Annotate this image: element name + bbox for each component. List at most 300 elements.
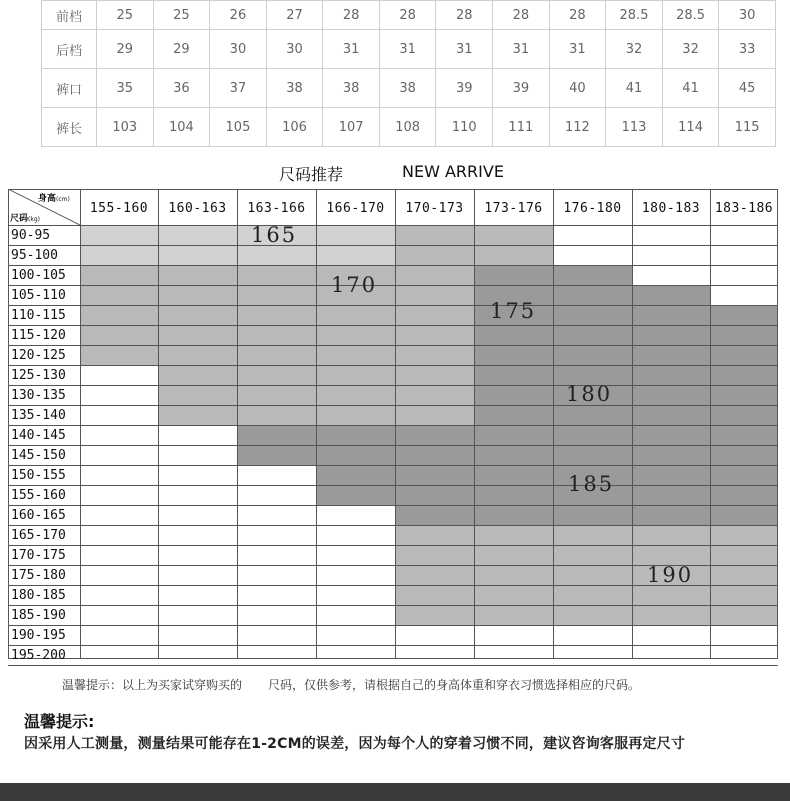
grid-cell [80,265,158,285]
grid-line [8,665,778,666]
grid-cell [316,465,395,485]
weight-row-header: 130-135 [11,388,66,403]
grid-cell [474,645,553,665]
grid-cell [710,325,778,345]
grid-cell [316,485,395,505]
grid-cell [553,245,632,265]
grid-cell [158,445,237,465]
measure-cell: 31 [379,30,436,69]
grid-cell [474,345,553,365]
grid-cell [632,285,710,305]
measure-cell: 38 [323,69,380,108]
measure-cell: 39 [436,69,493,108]
grid-cell [710,405,778,425]
measure-cell: 32 [662,30,719,69]
grid-cell [395,465,474,485]
grid-cell [395,525,474,545]
weight-row-header: 115-120 [11,328,66,343]
grid-cell [710,425,778,445]
grid-cell [553,585,632,605]
grid-cell [553,285,632,305]
grid-cell [474,625,553,645]
grid-cell [395,325,474,345]
measure-cell: 35 [97,69,154,108]
grid-cell [553,505,632,525]
grid-cell [395,645,474,665]
grid-cell [237,545,316,565]
grid-cell [553,345,632,365]
grid-cell [710,365,778,385]
grid-cell [316,525,395,545]
measurement-table [41,0,776,147]
grid-cell [474,225,553,245]
grid-cell [158,525,237,545]
grid-line [8,645,778,646]
grid-cell [80,445,158,465]
grid-cell [710,465,778,485]
grid-cell [395,485,474,505]
grid-cell [237,505,316,525]
grid-cell [80,505,158,525]
grid-cell [632,625,710,645]
measure-cell: 106 [266,108,323,147]
grid-line [8,425,778,426]
grid-cell [710,485,778,505]
grid-line [710,189,711,659]
grid-cell [316,365,395,385]
grid-cell [710,605,778,625]
measure-cell: 110 [436,108,493,147]
measure-cell: 40 [549,69,606,108]
grid-cell [632,365,710,385]
grid-cell [158,545,237,565]
grid-cell [632,425,710,445]
grid-cell [237,465,316,485]
grid-cell [80,425,158,445]
grid-cell [80,285,158,305]
measure-row-label: 裤长 [42,108,97,147]
grid-cell [395,565,474,585]
grid-cell [316,345,395,365]
purchase-tip: 温馨提示：以上为买家试穿购买的 尺码，仅供参考，请根据自己的身高体重和穿衣习惯选择相应的尺码。 [62,678,641,692]
measure-cell: 28 [549,1,606,30]
measure-cell: 113 [606,108,663,147]
grid-cell [474,605,553,625]
grid-cell [474,445,553,465]
measure-cell: 103 [97,108,154,147]
grid-cell [395,245,474,265]
measure-cell: 31 [493,30,550,69]
height-column-header: 183-186 [714,201,774,216]
measure-cell: 114 [662,108,719,147]
grid-cell [158,605,237,625]
grid-line [8,265,778,266]
grid-cell [80,585,158,605]
grid-cell [158,345,237,365]
grid-cell [632,645,710,665]
grid-cell [474,245,553,265]
measure-row [42,69,776,108]
grid-cell [316,625,395,645]
grid-line [8,405,778,406]
grid-cell [316,245,395,265]
grid-cell [80,525,158,545]
measure-cell: 25 [97,1,154,30]
grid-cell [395,365,474,385]
grid-cell [237,485,316,505]
height-column-header: 160-163 [168,201,227,216]
measure-cell: 28.5 [606,1,663,30]
grid-line [316,189,317,659]
grid-cell [632,245,710,265]
measure-cell: 105 [210,108,267,147]
grid-cell [395,545,474,565]
grid-cell [632,465,710,485]
measure-cell: 112 [549,108,606,147]
grid-line [8,325,778,326]
weight-row-header: 185-190 [11,608,66,623]
grid-cell [710,585,778,605]
grid-cell [395,405,474,425]
grid-cell [395,425,474,445]
grid-cell [474,385,553,405]
grid-line [8,305,778,306]
grid-cell [158,385,237,405]
height-column-header: 163-166 [247,201,306,216]
grid-cell [632,225,710,245]
size-zone-label: 180 [566,382,613,406]
grid-cell [395,265,474,285]
grid-cell [80,565,158,585]
grid-cell [80,365,158,385]
grid-cell [395,505,474,525]
grid-cell [632,325,710,345]
grid-cell [237,405,316,425]
weight-row-header: 135-140 [11,408,66,423]
grid-cell [316,445,395,465]
measure-cell: 39 [493,69,550,108]
grid-cell [474,465,553,485]
size-zone-label: 190 [647,563,694,587]
measure-cell: 30 [266,30,323,69]
grid-cell [474,425,553,445]
measure-cell: 29 [97,30,154,69]
grid-cell [80,305,158,325]
footer-bar [0,783,790,801]
grid-cell [710,385,778,405]
weight-row-header: 110-115 [11,308,66,323]
height-column-header: 155-160 [89,201,149,216]
grid-cell [553,445,632,465]
grid-cell [316,585,395,605]
grid-cell [237,525,316,545]
weight-row-header: 170-175 [11,548,66,563]
measure-cell: 26 [210,1,267,30]
grid-line [237,189,238,659]
grid-cell [553,525,632,545]
weight-row-header: 95-100 [11,248,58,263]
grid-cell [316,425,395,445]
grid-cell [553,545,632,565]
size-zone-label: 175 [490,299,537,323]
grid-cell [158,245,237,265]
grid-cell [632,405,710,425]
measure-cell: 25 [153,1,210,30]
measure-cell: 29 [153,30,210,69]
grid-line [8,385,778,386]
measure-row-label: 裤口 [42,69,97,108]
grid-cell [474,565,553,585]
measure-cell: 28 [379,1,436,30]
measure-cell: 28 [323,1,380,30]
grid-cell [316,225,395,245]
grid-cell [632,445,710,465]
grid-cell [395,285,474,305]
grid-cell [395,445,474,465]
grid-cell [474,365,553,385]
grid-cell [316,505,395,525]
grid-cell [632,265,710,285]
grid-cell [553,225,632,245]
grid-cell [474,505,553,525]
grid-cell [553,325,632,345]
grid-cell [158,265,237,285]
weight-row-header: 190-195 [11,628,66,643]
measure-row-label: 后档 [42,30,97,69]
measure-cell: 38 [266,69,323,108]
measure-row [42,30,776,69]
tip-body: 因采用人工测量，测量结果可能存在1-2CM的误差，因为每个人的穿着习惯不同，建议咨询客服再定尺寸 [24,736,686,752]
measure-cell: 45 [719,69,776,108]
grid-cell [395,605,474,625]
grid-cell [553,305,632,325]
grid-cell [237,385,316,405]
size-recommend-grid [8,189,778,663]
grid-line [8,658,778,659]
grid-cell [158,505,237,525]
grid-cell [237,245,316,265]
grid-cell [710,305,778,325]
grid-line [8,225,778,226]
height-column-header: 173-176 [484,201,543,216]
grid-cell [158,465,237,485]
weight-row-header: 125-130 [11,368,66,383]
grid-line [8,525,778,526]
grid-cell [316,565,395,585]
grid-line [474,189,475,659]
measure-cell: 38 [379,69,436,108]
grid-cell [158,285,237,305]
measure-row [42,108,776,147]
grid-cell [474,265,553,285]
tip-title: 温馨提示: [24,712,95,731]
grid-cell [80,225,158,245]
grid-cell [553,605,632,625]
grid-cell [632,505,710,525]
grid-cell [474,525,553,545]
grid-cell [474,325,553,345]
weight-row-header: 120-125 [11,348,66,363]
grid-line [8,485,778,486]
grid-cell [710,445,778,465]
weight-row-header: 100-105 [11,268,66,283]
grid-cell [80,345,158,365]
size-zone-label: 185 [568,472,615,496]
grid-line [8,345,778,346]
grid-cell [80,325,158,345]
weight-row-header: 155-160 [11,488,66,503]
measure-cell: 108 [379,108,436,147]
grid-cell [237,305,316,325]
grid-cell [395,345,474,365]
weight-row-header: 195-200 [11,648,66,663]
grid-cell [710,505,778,525]
measure-cell: 31 [323,30,380,69]
grid-cell [80,405,158,425]
grid-cell [237,325,316,345]
grid-cell [80,545,158,565]
grid-cell [237,625,316,645]
grid-cell [632,345,710,365]
grid-cell [237,345,316,365]
size-zone-label: 170 [331,273,378,297]
grid-cell [237,605,316,625]
grid-cell [158,325,237,345]
grid-line [632,189,633,659]
grid-line [8,365,778,366]
height-column-header: 176-180 [563,201,622,216]
weight-row-header: 90-95 [11,228,51,243]
grid-line [8,545,778,546]
grid-cell [710,285,778,305]
height-column-header: 166-170 [326,201,385,216]
measure-cell: 32 [606,30,663,69]
grid-cell [158,405,237,425]
grid-cell [237,265,316,285]
weight-row-header: 150-155 [11,468,66,483]
grid-cell [158,305,237,325]
measure-cell: 30 [719,1,776,30]
grid-cell [553,265,632,285]
grid-cell [316,385,395,405]
corner-weight-label: 尺码(kg) [10,214,40,224]
grid-cell [632,525,710,545]
grid-cell [710,245,778,265]
grid-line [8,285,778,286]
measure-cell: 107 [323,108,380,147]
grid-cell [474,585,553,605]
grid-line [777,189,778,659]
grid-line [395,189,396,659]
grid-cell [553,405,632,425]
measure-cell: 41 [606,69,663,108]
grid-cell [710,625,778,645]
weight-row-header: 105-110 [11,288,66,303]
measure-cell: 31 [549,30,606,69]
grid-cell [474,485,553,505]
grid-cell [395,585,474,605]
grid-cell [80,385,158,405]
measure-row-label: 前档 [42,1,97,30]
grid-cell [710,525,778,545]
grid-cell [474,545,553,565]
grid-cell [158,425,237,445]
grid-line [158,189,159,659]
measure-cell: 37 [210,69,267,108]
weight-row-header: 145-150 [11,448,66,463]
measure-cell: 28 [436,1,493,30]
grid-cell [395,305,474,325]
grid-cell [395,225,474,245]
weight-row-header: 180-185 [11,588,66,603]
grid-line [8,625,778,626]
grid-cell [316,605,395,625]
grid-cell [80,485,158,505]
grid-cell [80,605,158,625]
grid-cell [80,625,158,645]
grid-cell [237,445,316,465]
measure-cell: 31 [436,30,493,69]
grid-cell [237,365,316,385]
grid-cell [158,585,237,605]
grid-cell [316,305,395,325]
grid-cell [632,385,710,405]
grid-cell [316,405,395,425]
grid-cell [158,365,237,385]
grid-cell [80,245,158,265]
measure-cell: 41 [662,69,719,108]
grid-cell [710,565,778,585]
grid-line [8,245,778,246]
grid-line [553,189,554,659]
grid-line [8,445,778,446]
grid-cell [316,645,395,665]
grid-cell [237,285,316,305]
grid-cell [710,645,778,665]
grid-cell [158,625,237,645]
corner-diagonal [8,189,80,225]
weight-row-header: 140-145 [11,428,66,443]
size-recommend-heading: 尺码推荐 [279,165,344,184]
measure-cell: 28.5 [662,1,719,30]
grid-cell [710,545,778,565]
grid-cell [316,325,395,345]
weight-row-header: 165-170 [11,528,66,543]
measure-cell: 27 [266,1,323,30]
grid-cell [553,565,632,585]
measure-cell: 36 [153,69,210,108]
weight-row-header: 175-180 [11,568,66,583]
grid-cell [158,645,237,665]
grid-line [8,465,778,466]
grid-line [8,505,778,506]
grid-cell [237,585,316,605]
grid-cell [710,225,778,245]
measure-cell: 104 [153,108,210,147]
grid-cell [316,545,395,565]
grid-cell [395,385,474,405]
measure-cell: 30 [210,30,267,69]
grid-cell [632,605,710,625]
grid-cell [158,485,237,505]
corner-height-label: 身高(cm) [38,194,70,204]
measure-cell: 111 [493,108,550,147]
height-column-header: 170-173 [405,201,464,216]
grid-line [8,605,778,606]
grid-cell [553,645,632,665]
grid-cell [158,225,237,245]
grid-cell [158,565,237,585]
